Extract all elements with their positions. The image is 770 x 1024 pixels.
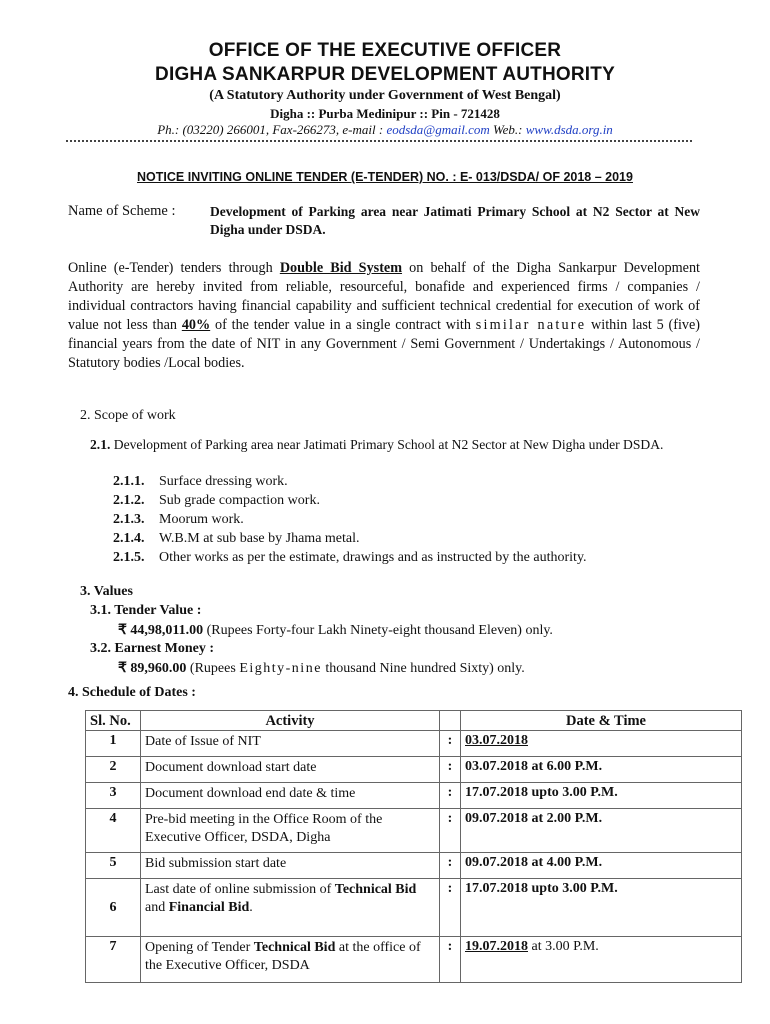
notice-title: NOTICE INVITING ONLINE TENDER (E-TENDER) NO. : E- 013/DSDA/ OF 2018 – 2019 bbox=[137, 170, 633, 184]
schedule-table bbox=[85, 710, 742, 983]
authority-subtitle: (A Statutory Authority under Government of West Bengal) bbox=[209, 88, 561, 103]
col-sl-no: Sl. No. bbox=[86, 711, 141, 731]
office-title: OFFICE OF THE EXECUTIVE OFFICER bbox=[208, 40, 562, 61]
contact-line bbox=[0, 122, 770, 138]
scope-item: 2.1.1. Surface dressing work. bbox=[113, 474, 288, 489]
intro-paragraph: Online (e-Tender) tenders through Double Bid System on behalf of the Digha Sankarpur Development Authority are hereby invited from reliable, resourceful, bonafide and experienced firms / companies / individual contractors having financial capability and sufficient technical credential for execution of work of value not less than 40% of the tender value in a single contract with similar nature within last 5 (five) financial years from the date of NIT in any Government / Semi Government / Undertakings / Autonomous / Statutory bodies /Local bodies. bbox=[68, 260, 701, 371]
address-line: Digha :: Purba Medinipur :: Pin - 721428 bbox=[270, 106, 500, 121]
schedule-heading: 4. Schedule of Dates : bbox=[68, 685, 196, 700]
authority-title: DIGHA SANKARPUR DEVELOPMENT AUTHORITY bbox=[155, 64, 615, 85]
web-label: Web.: bbox=[489, 122, 526, 137]
scope-subsection: 2.1. Development of Parking area near Jatimati Primary School at N2 Sector at New Digha under DSDA. bbox=[90, 437, 664, 452]
table-row: 1 Date of Issue of NIT : 03.07.2018 bbox=[86, 731, 742, 757]
scope-item: 2.1.2. Sub grade compaction work. bbox=[113, 493, 320, 508]
table-row: 3 Document download end date & time : 17.07.2018 upto 3.00 P.M. bbox=[86, 783, 742, 809]
tender-value-label: 3.1. Tender Value : bbox=[90, 603, 202, 618]
table-header-row bbox=[86, 711, 742, 731]
scope-item: 2.1.5. Other works as per the estimate, drawings and as instructed by the authority. bbox=[113, 550, 587, 565]
tender-value: ₹ 44,98,011.00 (Rupees Forty-four Lakh Ninety-eight thousand Eleven) only. bbox=[118, 623, 553, 638]
forty-percent: 40% bbox=[181, 317, 211, 333]
email-link[interactable]: eodsda@gmail.com bbox=[386, 122, 490, 137]
table-row: 4 Pre-bid meeting in the Office Room of the Executive Officer, DSDA, Digha : 09.07.2018 at 2.00 P.M. bbox=[86, 809, 742, 853]
table-row: 5 Bid submission start date : 09.07.2018 at 4.00 P.M. bbox=[86, 853, 742, 879]
table-row: 6 Last date of online submission of Technical Bid and Financial Bid. : 17.07.2018 upto 3.00 P.M. bbox=[86, 879, 742, 937]
scheme-text: Development of Parking area near Jatimati Primary School at N2 Sector at New Digha under DSDA. bbox=[210, 204, 700, 237]
contact-phone-fax: Ph.: (03220) 266001, Fax-266273, e-mail : bbox=[157, 122, 387, 137]
col-date-time: Date & Time bbox=[461, 711, 742, 731]
scope-item: 2.1.4. W.B.M at sub base by Jhama metal. bbox=[113, 531, 360, 546]
earnest-money-value: ₹ 89,960.00 (Rupees Eighty-nine thousand Nine hundred Sixty) only. bbox=[118, 661, 525, 676]
scheme-label: Name of Scheme : bbox=[68, 203, 176, 219]
website-link[interactable]: www.dsda.org.in bbox=[525, 122, 613, 137]
values-heading: 3. Values bbox=[80, 584, 133, 599]
earnest-money-label: 3.2. Earnest Money : bbox=[90, 641, 215, 656]
scope-heading: 2. Scope of work bbox=[80, 408, 176, 423]
header-divider bbox=[66, 140, 692, 142]
col-activity: Activity bbox=[141, 711, 440, 731]
scope-item: 2.1.3. Moorum work. bbox=[113, 512, 244, 527]
col-colon bbox=[440, 711, 461, 731]
double-bid-system: Double Bid System bbox=[279, 260, 403, 276]
table-row: 2 Document download start date : 03.07.2018 at 6.00 P.M. bbox=[86, 757, 742, 783]
table-row: 7 Opening of Tender Technical Bid at the office of the Executive Officer, DSDA : 19.07.2018 at 3.00 P.M. bbox=[86, 937, 742, 983]
